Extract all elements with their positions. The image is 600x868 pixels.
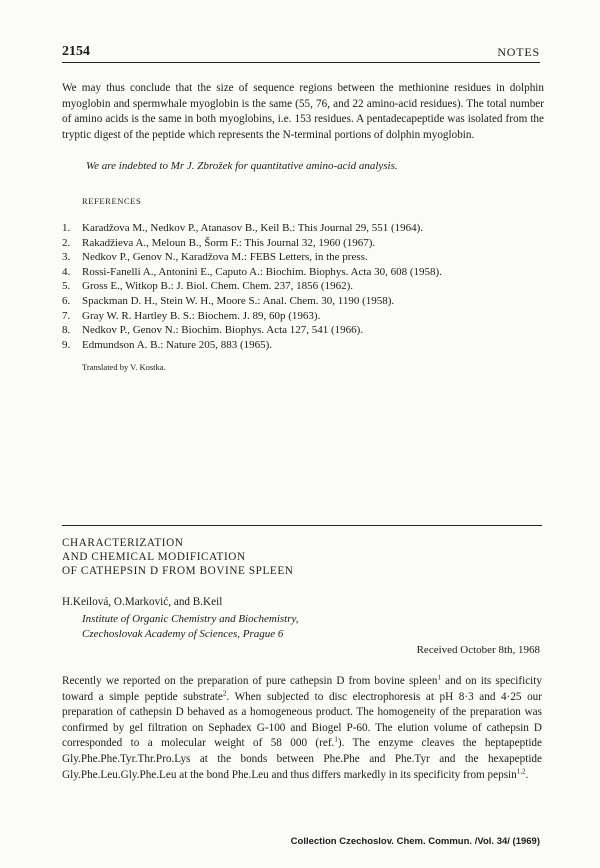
reference-item bbox=[62, 279, 442, 294]
reference-number: 8. bbox=[62, 324, 71, 337]
reference-item bbox=[62, 309, 442, 324]
reference-item bbox=[62, 221, 442, 236]
article-authors: H.Keilová, O.Marković, and B.Keil bbox=[62, 596, 223, 608]
article-title-line: AND CHEMICAL MODIFICATION bbox=[62, 551, 246, 563]
article-body-paragraph bbox=[62, 674, 542, 783]
journal-footer: Collection Czechoslov. Chem. Commun. /Vol. 34/ (1969) bbox=[290, 836, 540, 847]
reference-number: 4. bbox=[62, 265, 71, 278]
reference-text: Gross E., Witkop B.: J. Biol. Chem. Chem. 237, 1856 (1962). bbox=[82, 280, 353, 293]
conclusion-paragraph: We may thus conclude that the size of sequence regions between the methionine residues in dolphin myoglobin and spermwhale myoglobin is the same (55, 76, and 22 amino-acid residues). The total number of amino acids is the same in both myoglobins, i.e. 153 residues. A pentadecapeptide was isolated from the tryptic digest of the peptide which represents the N-terminal portions of dolphin myoglobin. bbox=[62, 82, 544, 141]
reference-number: 6. bbox=[62, 294, 71, 307]
reference-item bbox=[62, 265, 442, 280]
author-affiliation bbox=[82, 612, 299, 642]
reference-text: Spackman D. H., Stein W. H., Moore S.: Anal. Chem. 30, 1190 (1958). bbox=[82, 294, 395, 307]
header-rule bbox=[62, 62, 540, 63]
reference-text: Nedkov P., Genov N.: Biochim. Biophys. Acta 127, 541 (1966). bbox=[82, 324, 364, 337]
reference-text: Karadžova M., Nedkov P., Atanasov B., Keil B.: This Journal 29, 551 (1964). bbox=[82, 222, 424, 234]
article-title-line: CHARACTERIZATION bbox=[62, 537, 184, 549]
reference-text: Edmundson A. B.: Nature 205, 883 (1965). bbox=[82, 338, 273, 351]
translator-credit: Translated by V. Kostka. bbox=[82, 362, 166, 372]
references-heading: REFERENCES bbox=[82, 196, 142, 206]
reference-item bbox=[62, 338, 442, 353]
reference-list bbox=[62, 221, 442, 352]
citation-superscript: 1,2 bbox=[516, 766, 526, 775]
page-number: 2154 bbox=[62, 44, 90, 59]
reference-number: 9. bbox=[62, 338, 71, 351]
reference-number: 5. bbox=[62, 280, 71, 293]
section-rule bbox=[62, 525, 542, 526]
citation-superscript: 2 bbox=[222, 688, 227, 697]
body-text: . bbox=[525, 768, 529, 781]
article-title bbox=[62, 536, 293, 578]
reference-item bbox=[62, 294, 442, 309]
reference-text: Rakadžieva A., Meloun B., Šorm F.: This Journal 32, 1960 (1967). bbox=[82, 236, 376, 249]
body-text: ). The enzyme cleaves the heptapeptide Gly.Phe.Phe.Tyr.Thr.Pro.Lys at the bonds between Phe.Phe and Phe.Tyr and the hexapeptide Gly.Phe.Leu.Gly.Phe.Leu at the bond Phe.Leu and thus differs markedly in its specificity from pepsin bbox=[62, 737, 542, 781]
reference-number: 3. bbox=[62, 251, 71, 264]
citation-superscript: 1 bbox=[437, 673, 442, 682]
affiliation-line: Institute of Organic Chemistry and Biochemistry, bbox=[82, 613, 299, 625]
acknowledgement: We are indebted to Mr J. Zbrožek for quantitative amino-acid analysis. bbox=[86, 160, 398, 172]
body-text: and on its specificity toward a simple peptide substrate bbox=[62, 675, 542, 703]
citation-superscript: 1 bbox=[334, 735, 338, 744]
reference-number: 1. bbox=[62, 222, 71, 234]
reference-number: 7. bbox=[62, 309, 71, 322]
article-title-line: OF CATHEPSIN D FROM BOVINE SPLEEN bbox=[62, 565, 294, 577]
reference-item bbox=[62, 323, 442, 338]
reference-text: Gray W. R. Hartley B. S.: Biochem. J. 89, 60p (1963). bbox=[82, 309, 321, 322]
body-text: . When subjected to disc electrophoresis at pH 8·3 and 4·25 our preparation of cathepsin D behaved as a homogeneous product. The homogeneity of the preparation was confirmed by gel filtration on Sephadex G-100 and Biogel P-60. The elution volume of cathepsin D corresponded to a molecular weight of 58 000 (ref. bbox=[62, 690, 543, 750]
running-head: NOTES bbox=[497, 45, 540, 59]
reference-number: 2. bbox=[62, 236, 71, 249]
affiliation-line: Czechoslovak Academy of Sciences, Prague 6 bbox=[82, 628, 284, 640]
body-text: Recently we reported on the preparation of pure cathepsin D from bovine spleen bbox=[62, 675, 438, 687]
reference-text: Nedkov P., Genov N., Karadžova M.: FEBS Letters, in the press. bbox=[82, 251, 368, 264]
reference-item bbox=[62, 250, 442, 265]
reference-text: Rossi-Fanelli A., Antonini E., Caputo A.: Biochim. Biophys. Acta 30, 608 (1958). bbox=[82, 265, 442, 278]
reference-item bbox=[62, 236, 442, 251]
page-header bbox=[62, 44, 540, 60]
received-date: Received October 8th, 1968 bbox=[416, 644, 540, 656]
